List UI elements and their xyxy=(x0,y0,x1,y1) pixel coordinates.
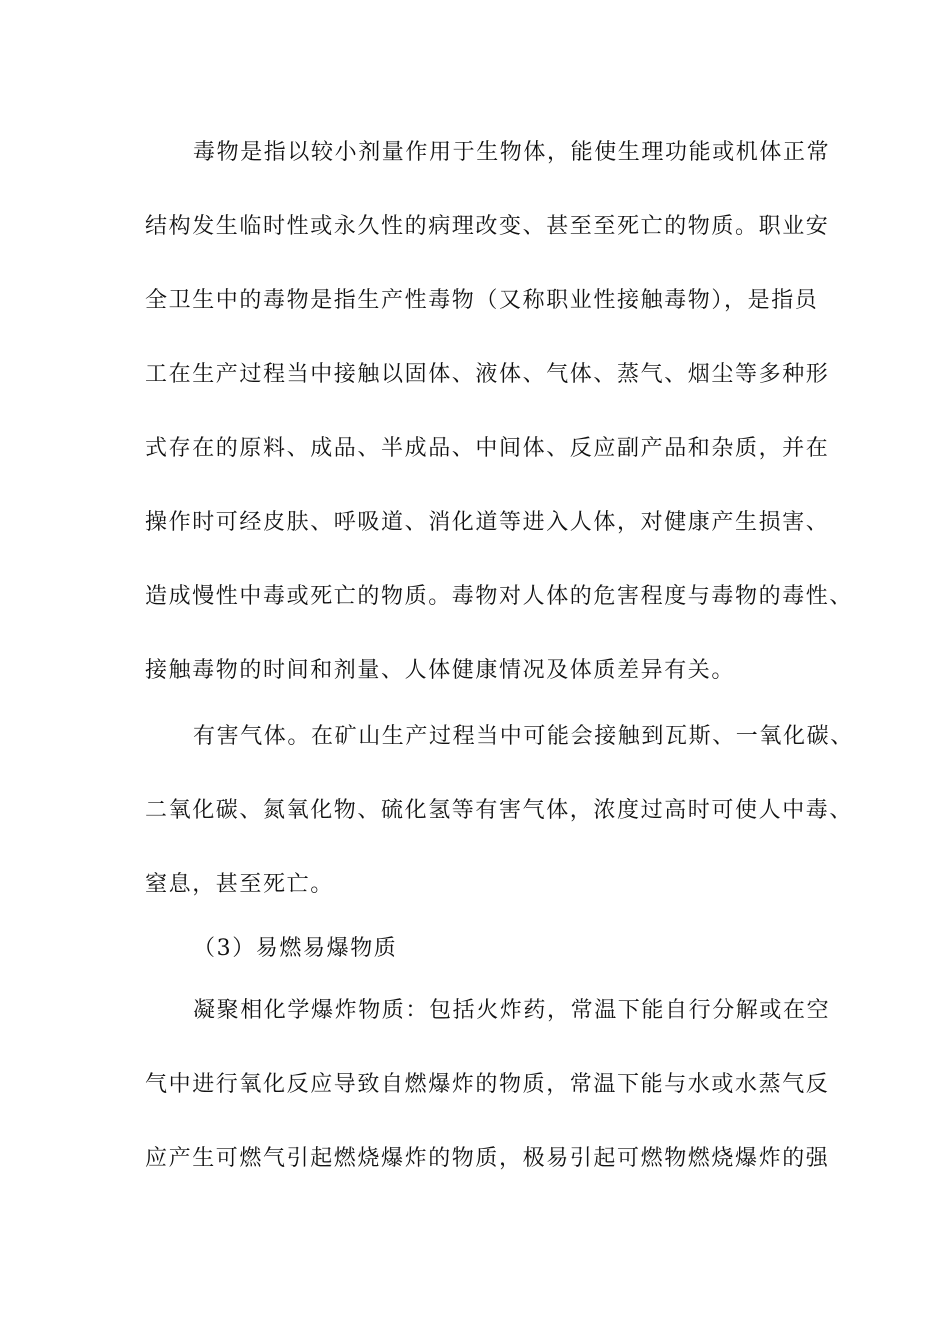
paragraph-line: 全卫生中的毒物是指生产性毒物（又称职业性接触毒物），是指员 xyxy=(145,288,819,313)
paragraph-line: 操作时可经皮肤、呼吸道、消化道等进入人体，对健康产生损害、 xyxy=(145,510,830,535)
paragraph-line: 窒息，甚至死亡。 xyxy=(145,872,334,897)
paragraph-line: 有害气体。在矿山生产过程当中可能会接触到瓦斯、一氧化碳、 xyxy=(193,724,854,749)
paragraph-line: 毒物是指以较小剂量作用于生物体，能使生理功能或机体正常 xyxy=(193,140,831,165)
paragraph-line: 式存在的原料、成品、半成品、中间体、反应副产品和杂质，并在 xyxy=(145,436,830,461)
paragraph-line: 造成慢性中毒或死亡的物质。毒物对人体的危害程度与毒物的毒性、 xyxy=(145,584,854,609)
paragraph-line: 结构发生临时性或永久性的病理改变、甚至至死亡的物质。职业安 xyxy=(145,214,830,239)
paragraph-line: 工在生产过程当中接触以固体、液体、气体、蒸气、烟尘等多种形 xyxy=(145,362,830,387)
paragraph-line: 接触毒物的时间和剂量、人体健康情况及体质差异有关。 xyxy=(145,658,736,683)
paragraph-line: 应产生可燃气引起燃烧爆炸的物质，极易引起可燃物燃烧爆炸的强 xyxy=(145,1146,830,1171)
paragraph-line: 二氧化碳、氮氧化物、硫化氢等有害气体，浓度过高时可使人中毒、 xyxy=(145,798,854,823)
section-heading: （3）易燃易爆物质 xyxy=(193,936,398,961)
paragraph-line: 凝聚相化学爆炸物质：包括火炸药，常温下能自行分解或在空 xyxy=(193,998,831,1023)
paragraph-line: 气中进行氧化反应导致自燃爆炸的物质，常温下能与水或水蒸气反 xyxy=(145,1072,830,1097)
